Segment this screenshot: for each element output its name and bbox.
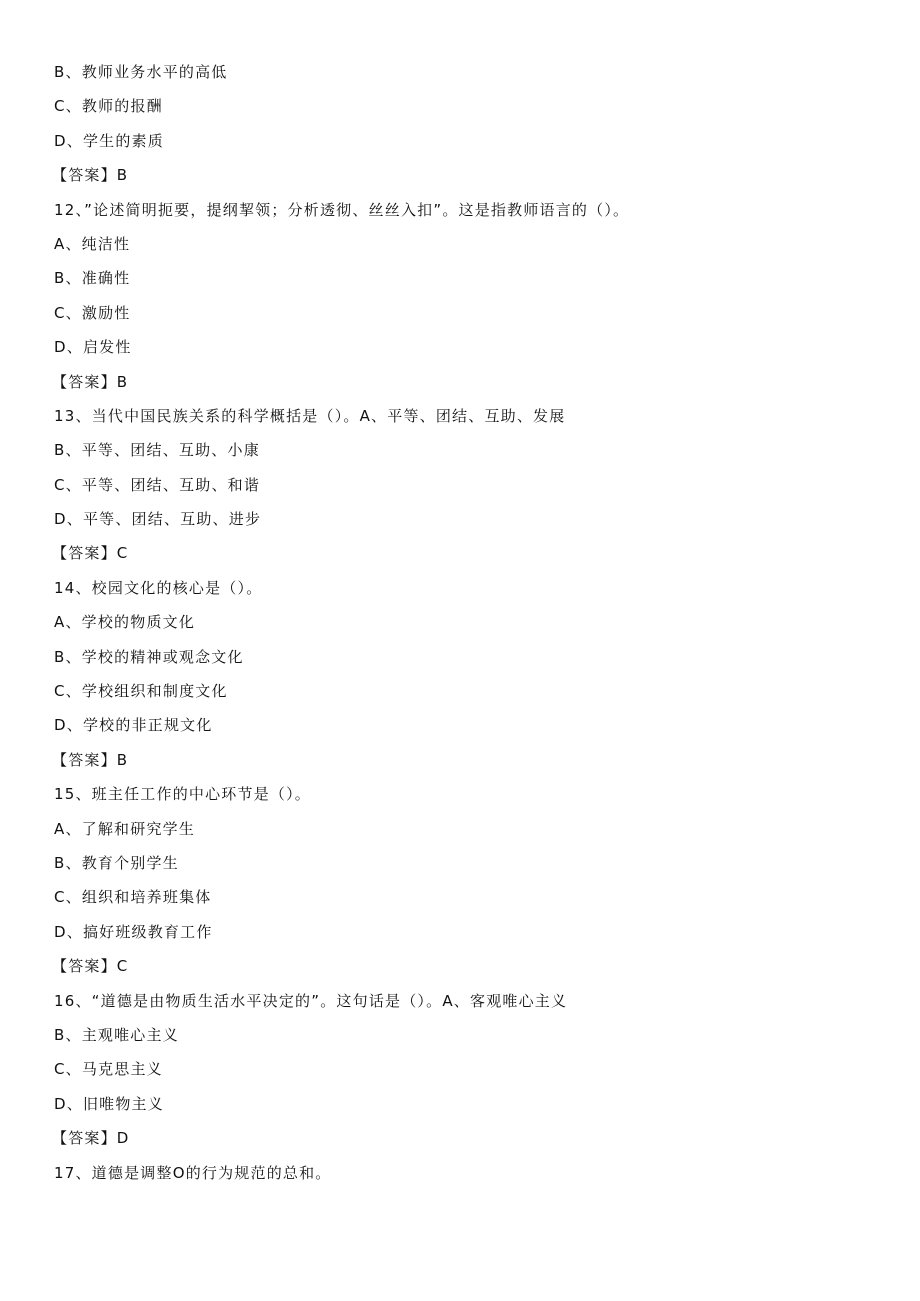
- option-b-q11: B、教师业务水平的高低: [54, 63, 228, 81]
- answer-q16: 【答案】D: [52, 1129, 130, 1148]
- question-15: 15、班主任工作的中心环节是（）。: [54, 785, 311, 804]
- option-b-q12: B、准确性: [54, 269, 131, 288]
- option-d-q16: D、旧唯物主义: [54, 1094, 164, 1113]
- question-14: 14、校园文化的核心是（）。: [54, 578, 263, 597]
- option-b-q14: B、学校的精神或观念文化: [54, 647, 244, 666]
- question-16: 16、“道德是由物质生活水平决定的”。这句话是（）。A、客观唯心主义: [54, 991, 568, 1010]
- document-page: [54, 58, 874, 1193]
- answer-q14: 【答案】B: [52, 750, 129, 769]
- question-17: 17、道德是调整O的行为规范的总和。: [54, 1163, 332, 1182]
- option-d-q14: D、学校的非正规文化: [54, 716, 213, 735]
- option-d-q12: D、启发性: [54, 338, 132, 357]
- option-c-q16: C、马克思主义: [54, 1060, 163, 1079]
- option-d-q13: D、平等、团结、互助、进步: [54, 510, 262, 529]
- option-b-q13: B、平等、团结、互助、小康: [54, 441, 260, 460]
- option-b-q16: B、主观唯心主义: [54, 1025, 179, 1044]
- answer-q13: 【答案】C: [52, 544, 129, 563]
- option-c-q14: C、学校组织和制度文化: [54, 682, 228, 701]
- option-c-q15: C、组织和培养班集体: [54, 888, 212, 907]
- option-d-q11: D、学生的素质: [54, 131, 164, 150]
- answer-q15: 【答案】C: [52, 957, 129, 976]
- option-b-q15: B、教育个别学生: [54, 853, 179, 872]
- answer-q12: 【答案】B: [52, 372, 129, 391]
- option-a-q14: A、学校的物质文化: [54, 613, 196, 632]
- option-a-q15: A、了解和研究学生: [54, 819, 196, 838]
- option-d-q15: D、搞好班级教育工作: [54, 922, 213, 941]
- answer-q11: 【答案】B: [52, 166, 129, 185]
- option-c-q11: C、教师的报酬: [54, 97, 163, 116]
- option-a-q12: A、纯洁性: [54, 234, 131, 253]
- option-c-q12: C、激励性: [54, 303, 131, 322]
- question-12: 12、”论述简明扼要，提纲挈领；分析透彻、丝丝入扣”。这是指教师语言的（）。: [54, 200, 630, 219]
- option-c-q13: C、平等、团结、互助、和谐: [54, 475, 261, 494]
- question-13: 13、当代中国民族关系的科学概括是（）。A、平等、团结、互助、发展: [54, 406, 566, 425]
